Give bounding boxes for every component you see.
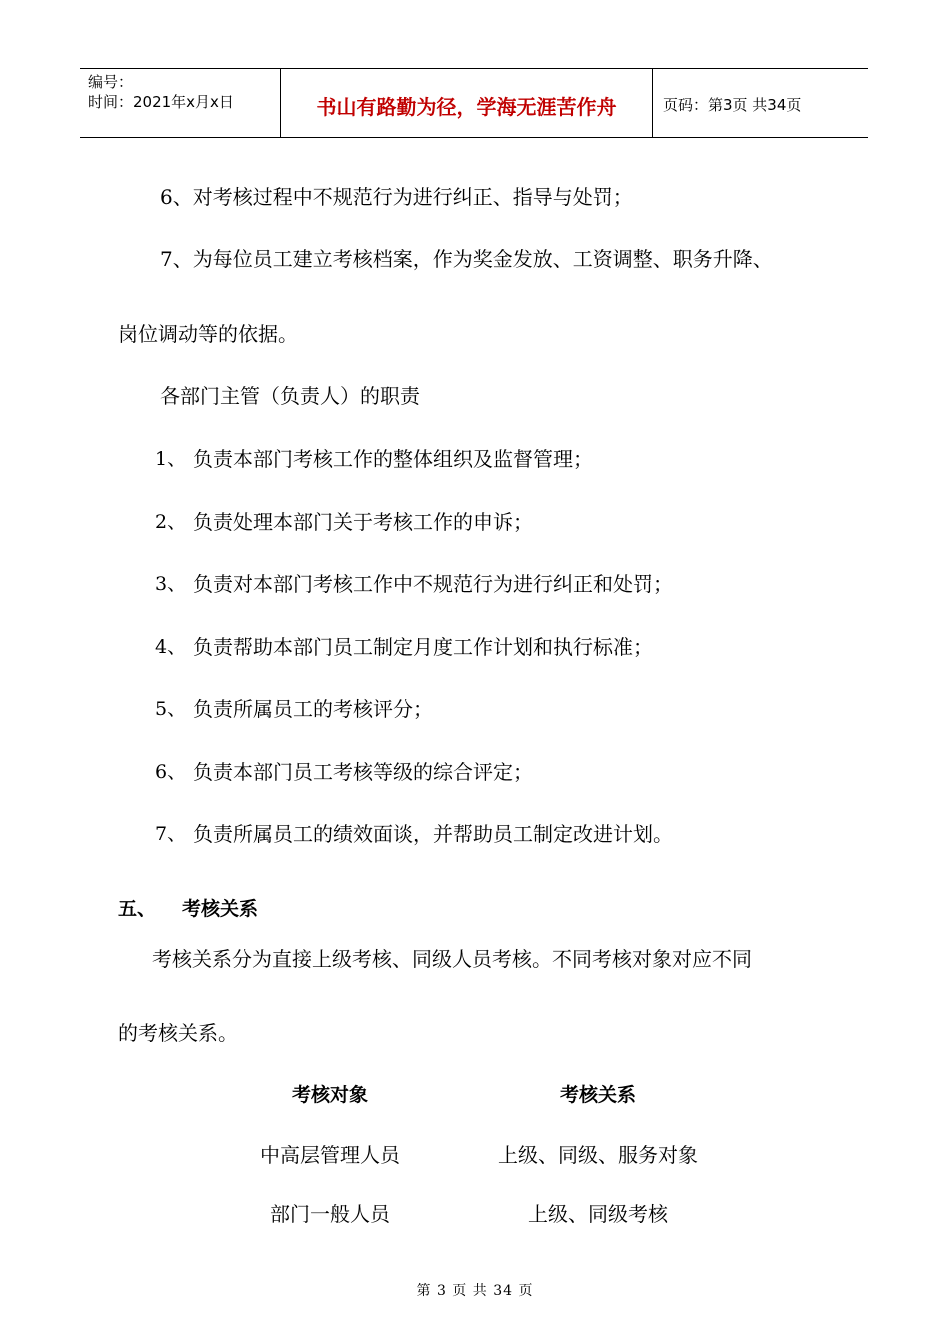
number-label: 编号： xyxy=(88,73,134,91)
paragraph-7-line2: 岗位调动等的依据。 xyxy=(118,322,298,346)
item-number: 2、 xyxy=(155,511,187,533)
item-text: 负责本部门员工考核等级的综合评定； xyxy=(193,760,533,784)
table-cell: 上级、同级考核 xyxy=(528,1202,668,1226)
paragraph-7-line1: 7、为每位员工建立考核档案，作为奖金发放、工资调整、职务升降、 xyxy=(160,247,773,271)
table-header-subject: 考核对象 xyxy=(291,1084,369,1106)
item-text: 负责帮助本部门员工制定月度工作计划和执行标准； xyxy=(193,635,653,659)
item-text: 负责所属员工的绩效面谈，并帮助员工制定改进计划。 xyxy=(193,822,673,846)
dept-heading: 各部门主管（负责人）的职责 xyxy=(160,384,420,408)
header-meta-cell xyxy=(80,69,281,137)
page-footer: 第 3 页 共 34 页 xyxy=(416,1283,534,1299)
motto: 书山有路勤为径，学海无涯苦作舟 xyxy=(316,95,617,119)
document-header xyxy=(80,68,868,138)
paragraph-6: 6、对考核过程中不规范行为进行纠正、指导与处罚； xyxy=(160,185,633,209)
item-number: 1、 xyxy=(155,448,187,470)
table-header-relation: 考核关系 xyxy=(559,1084,637,1106)
table-cell: 中高层管理人员 xyxy=(260,1143,400,1167)
section-5-body-line2: 的考核关系。 xyxy=(118,1021,238,1045)
item-text: 负责对本部门考核工作中不规范行为进行纠正和处罚； xyxy=(193,572,673,596)
time-label: 时间：2021年x月x日 xyxy=(88,93,234,111)
header-motto-cell xyxy=(281,69,653,137)
item-text: 负责所属员工的考核评分； xyxy=(193,697,433,721)
item-number: 4、 xyxy=(155,636,187,658)
item-text: 负责处理本部门关于考核工作的申诉； xyxy=(193,510,533,534)
item-number: 3、 xyxy=(155,573,187,595)
table-cell: 部门一般人员 xyxy=(270,1202,390,1226)
item-number: 7、 xyxy=(155,823,187,845)
page-label: 页码：第3页 共34页 xyxy=(663,96,802,114)
item-number: 5、 xyxy=(155,698,187,720)
section-5-body-line1: 考核关系分为直接上级考核、同级人员考核。不同考核对象对应不同 xyxy=(152,947,752,971)
section-5-number: 五、 xyxy=(118,898,157,920)
header-page-cell xyxy=(653,69,868,137)
item-text: 负责本部门考核工作的整体组织及监督管理； xyxy=(193,447,593,471)
item-number: 6、 xyxy=(155,761,187,783)
section-5-title: 考核关系 xyxy=(182,898,259,920)
table-cell: 上级、同级、服务对象 xyxy=(498,1143,698,1167)
